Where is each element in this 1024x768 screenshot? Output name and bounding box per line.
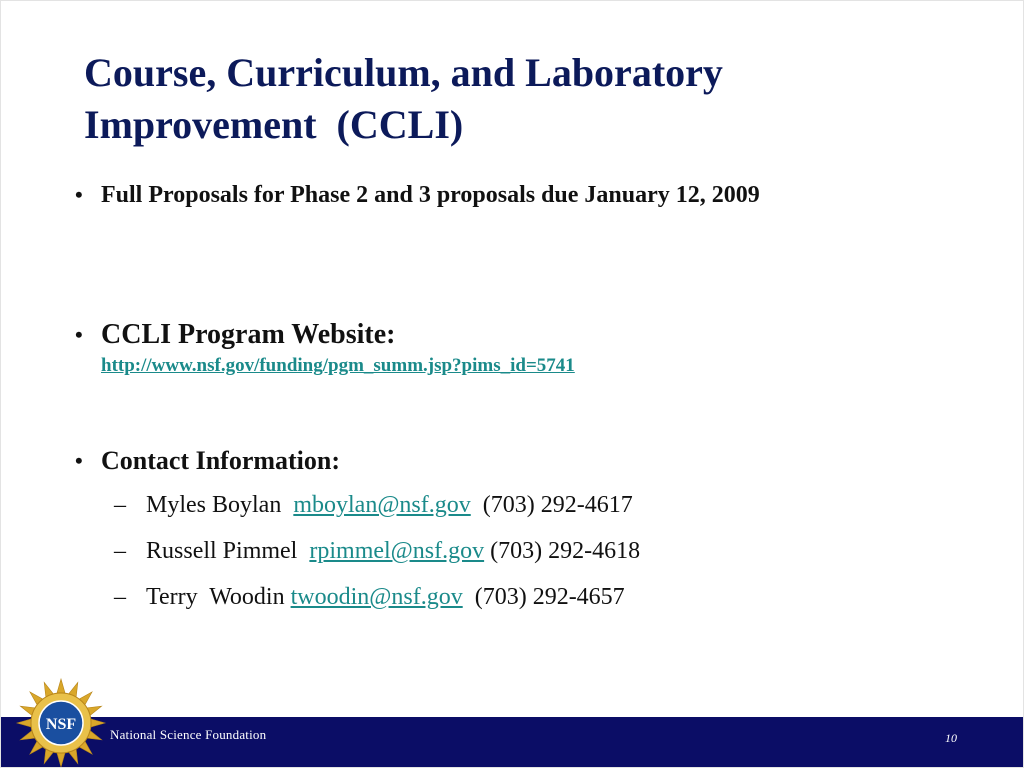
nsf-logo-icon bbox=[15, 677, 107, 768]
bullet-dot-icon: • bbox=[75, 322, 83, 347]
contact-item bbox=[114, 535, 814, 567]
logo-text: NSF bbox=[45, 716, 77, 733]
bullet-text: Contact Information: bbox=[101, 446, 341, 475]
contact-name: Terry Woodin bbox=[146, 584, 291, 610]
contact-phone: (703) 292-4657 bbox=[462, 584, 625, 610]
dash-icon: – bbox=[114, 538, 126, 564]
bullet-website bbox=[73, 317, 953, 379]
page-number: 10 bbox=[945, 731, 957, 745]
title-line-1: Course, Curriculum, and Laboratory bbox=[84, 50, 723, 95]
dash-icon: – bbox=[114, 584, 126, 610]
contact-item bbox=[114, 581, 814, 613]
slide-title bbox=[84, 47, 964, 151]
bullet-deadline bbox=[73, 177, 953, 213]
contact-name: Myles Boylan bbox=[146, 492, 294, 518]
bullet-contact bbox=[73, 443, 953, 479]
contact-item bbox=[114, 489, 814, 521]
program-website-link[interactable]: http://www.nsf.gov/funding/pgm_summ.jsp?pims_id=5741 bbox=[101, 355, 575, 376]
contact-email-link[interactable]: rpimmel@nsf.gov bbox=[309, 538, 485, 564]
bullet-text: CCLI Program Website: bbox=[101, 319, 396, 350]
bullet-dot-icon: • bbox=[75, 448, 83, 473]
footer-bar bbox=[1, 717, 1023, 767]
bullet-dot-icon: • bbox=[75, 182, 83, 207]
bullet-text: Full Proposals for Phase 2 and 3 proposals due January 12, 2009 bbox=[101, 182, 760, 208]
contact-phone: (703) 292-4617 bbox=[470, 492, 633, 518]
contact-phone: (703) 292-4618 bbox=[484, 538, 641, 564]
contact-email-link[interactable]: twoodin@nsf.gov bbox=[290, 584, 463, 610]
dash-icon: – bbox=[114, 492, 126, 518]
contact-name: Russell Pimmel bbox=[146, 538, 310, 564]
contact-email-link[interactable]: mboylan@nsf.gov bbox=[293, 492, 471, 518]
title-line-2: Improvement (CCLI) bbox=[84, 102, 464, 147]
org-name: National Science Foundation bbox=[110, 727, 267, 742]
